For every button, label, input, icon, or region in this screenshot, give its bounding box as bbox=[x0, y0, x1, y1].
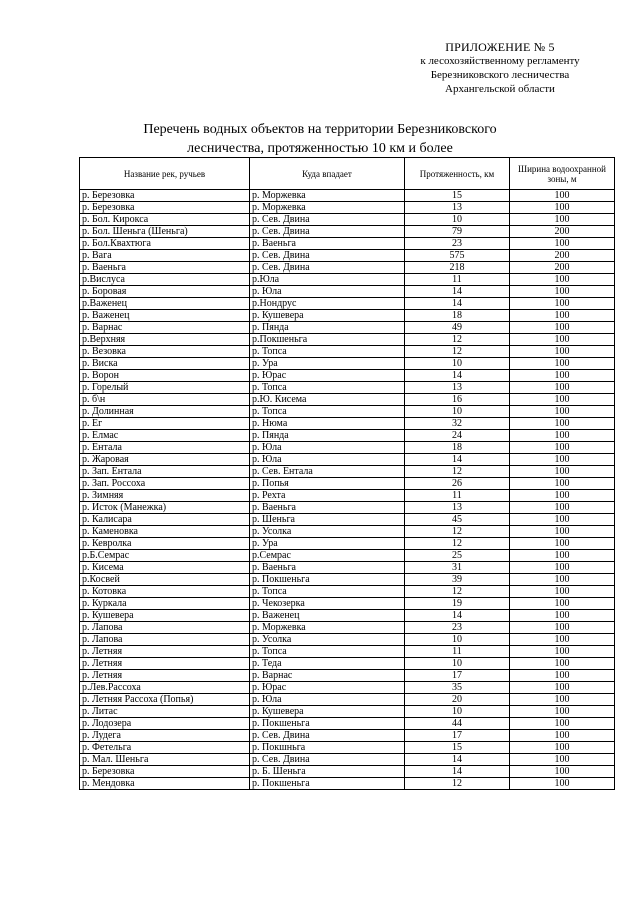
zone-width-cell: 100 bbox=[510, 610, 615, 622]
flows-into-cell: р. Юрас bbox=[250, 370, 405, 382]
river-name-cell: р. Кисема bbox=[80, 562, 250, 574]
flows-into-cell: р. Ваеньга bbox=[250, 502, 405, 514]
river-name-cell: р. Виска bbox=[80, 358, 250, 370]
flows-into-cell: р. Ура bbox=[250, 538, 405, 550]
river-name-cell: р.Верхняя bbox=[80, 334, 250, 346]
length-cell: 13 bbox=[405, 502, 510, 514]
appendix-header bbox=[360, 40, 640, 96]
length-cell: 26 bbox=[405, 478, 510, 490]
flows-into-cell: р. Топса bbox=[250, 346, 405, 358]
table-row bbox=[80, 526, 615, 538]
flows-into-cell: р. Ура bbox=[250, 358, 405, 370]
length-cell: 20 bbox=[405, 694, 510, 706]
zone-width-cell: 100 bbox=[510, 730, 615, 742]
river-name-cell: р.Лев.Рассоха bbox=[80, 682, 250, 694]
river-name-cell: р. Ваеньга bbox=[80, 262, 250, 274]
length-cell: 12 bbox=[405, 778, 510, 790]
flows-into-cell: р. Нюма bbox=[250, 418, 405, 430]
zone-width-cell: 100 bbox=[510, 634, 615, 646]
zone-width-cell: 200 bbox=[510, 226, 615, 238]
table-row bbox=[80, 370, 615, 382]
zone-width-cell: 100 bbox=[510, 694, 615, 706]
river-name-cell: р.Косвей bbox=[80, 574, 250, 586]
river-name-cell: р. Зап. Россоха bbox=[80, 478, 250, 490]
length-cell: 15 bbox=[405, 742, 510, 754]
zone-width-cell: 100 bbox=[510, 490, 615, 502]
flows-into-cell: р. Сев. Двина bbox=[250, 250, 405, 262]
flows-into-cell: р. Усолка bbox=[250, 526, 405, 538]
water-bodies-table bbox=[79, 157, 615, 790]
flows-into-cell: р.Семрас bbox=[250, 550, 405, 562]
zone-width-cell: 100 bbox=[510, 418, 615, 430]
flows-into-cell: р. Покшньга bbox=[250, 742, 405, 754]
table-row bbox=[80, 586, 615, 598]
zone-width-cell: 100 bbox=[510, 298, 615, 310]
flows-into-cell: р. Юла bbox=[250, 694, 405, 706]
length-cell: 31 bbox=[405, 562, 510, 574]
zone-width-cell: 100 bbox=[510, 646, 615, 658]
table-row bbox=[80, 706, 615, 718]
river-name-cell: р.Вислуса bbox=[80, 274, 250, 286]
length-cell: 10 bbox=[405, 358, 510, 370]
length-cell: 45 bbox=[405, 514, 510, 526]
table-row bbox=[80, 202, 615, 214]
zone-width-cell: 100 bbox=[510, 322, 615, 334]
zone-width-cell: 100 bbox=[510, 214, 615, 226]
zone-width-cell: 100 bbox=[510, 346, 615, 358]
river-name-cell: р. Ворон bbox=[80, 370, 250, 382]
river-name-cell: р. Березовка bbox=[80, 190, 250, 202]
table-row bbox=[80, 418, 615, 430]
flows-into-cell: р. Пянда bbox=[250, 430, 405, 442]
zone-width-cell: 100 bbox=[510, 334, 615, 346]
flows-into-cell: р.Юла bbox=[250, 274, 405, 286]
flows-into-cell: р. Шеньга bbox=[250, 514, 405, 526]
table-row bbox=[80, 310, 615, 322]
river-name-cell: р. Березовка bbox=[80, 766, 250, 778]
flows-into-cell: р. Моржевка bbox=[250, 190, 405, 202]
zone-width-cell: 100 bbox=[510, 562, 615, 574]
river-name-cell: р. Бол. Шеньга (Шеньга) bbox=[80, 226, 250, 238]
flows-into-cell: р. Сев. Ентала bbox=[250, 466, 405, 478]
length-cell: 25 bbox=[405, 550, 510, 562]
table-row bbox=[80, 490, 615, 502]
table-row bbox=[80, 250, 615, 262]
table-row bbox=[80, 394, 615, 406]
zone-width-cell: 100 bbox=[510, 358, 615, 370]
flows-into-cell: р. Ваеньга bbox=[250, 562, 405, 574]
flows-into-cell: р. Чекозерка bbox=[250, 598, 405, 610]
length-cell: 79 bbox=[405, 226, 510, 238]
zone-width-cell: 100 bbox=[510, 718, 615, 730]
flows-into-cell: р. Сев. Двина bbox=[250, 730, 405, 742]
table-row bbox=[80, 406, 615, 418]
document-title-line-2: лесничества, протяженностью 10 км и более bbox=[187, 141, 453, 156]
length-cell: 18 bbox=[405, 442, 510, 454]
length-cell: 12 bbox=[405, 538, 510, 550]
length-cell: 13 bbox=[405, 382, 510, 394]
zone-width-cell: 100 bbox=[510, 754, 615, 766]
zone-width-cell: 100 bbox=[510, 622, 615, 634]
table-row bbox=[80, 754, 615, 766]
flows-into-cell: р. Юла bbox=[250, 454, 405, 466]
length-cell: 11 bbox=[405, 490, 510, 502]
river-name-cell: р. Горелый bbox=[80, 382, 250, 394]
river-name-cell: р. Литас bbox=[80, 706, 250, 718]
table-row bbox=[80, 562, 615, 574]
table-row bbox=[80, 430, 615, 442]
header-length: Протяженность, км bbox=[405, 158, 510, 190]
table-row bbox=[80, 322, 615, 334]
flows-into-cell: р. Топса bbox=[250, 406, 405, 418]
zone-width-cell: 100 bbox=[510, 430, 615, 442]
flows-into-cell: р. Топса bbox=[250, 646, 405, 658]
length-cell: 14 bbox=[405, 298, 510, 310]
table-row bbox=[80, 634, 615, 646]
zone-width-cell: 100 bbox=[510, 454, 615, 466]
river-name-cell: р. Котовка bbox=[80, 586, 250, 598]
table-row bbox=[80, 622, 615, 634]
table-row bbox=[80, 358, 615, 370]
length-cell: 14 bbox=[405, 754, 510, 766]
river-name-cell: р. Варнас bbox=[80, 322, 250, 334]
zone-width-cell: 100 bbox=[510, 274, 615, 286]
length-cell: 23 bbox=[405, 238, 510, 250]
length-cell: 32 bbox=[405, 418, 510, 430]
flows-into-cell: р. Юла bbox=[250, 442, 405, 454]
length-cell: 14 bbox=[405, 766, 510, 778]
zone-width-cell: 100 bbox=[510, 406, 615, 418]
flows-into-cell: р. Б. Шеньга bbox=[250, 766, 405, 778]
zone-width-cell: 100 bbox=[510, 394, 615, 406]
table-row bbox=[80, 262, 615, 274]
length-cell: 39 bbox=[405, 574, 510, 586]
river-name-cell: р. Зимняя bbox=[80, 490, 250, 502]
flows-into-cell: р. Покшеньга bbox=[250, 778, 405, 790]
zone-width-cell: 100 bbox=[510, 682, 615, 694]
length-cell: 17 bbox=[405, 730, 510, 742]
table-row bbox=[80, 274, 615, 286]
zone-width-cell: 100 bbox=[510, 598, 615, 610]
table-row bbox=[80, 226, 615, 238]
river-name-cell: р. Долинная bbox=[80, 406, 250, 418]
flows-into-cell: р. Теда bbox=[250, 658, 405, 670]
table-row bbox=[80, 574, 615, 586]
length-cell: 17 bbox=[405, 670, 510, 682]
zone-width-cell: 100 bbox=[510, 670, 615, 682]
zone-width-cell: 100 bbox=[510, 286, 615, 298]
length-cell: 14 bbox=[405, 286, 510, 298]
zone-width-cell: 100 bbox=[510, 310, 615, 322]
river-name-cell: р. Боровая bbox=[80, 286, 250, 298]
river-name-cell: р. Лодозера bbox=[80, 718, 250, 730]
length-cell: 218 bbox=[405, 262, 510, 274]
table-row bbox=[80, 514, 615, 526]
river-name-cell: р. Исток (Манежка) bbox=[80, 502, 250, 514]
zone-width-cell: 100 bbox=[510, 550, 615, 562]
header-river-name: Название рек, ручьев bbox=[80, 158, 250, 190]
document-title bbox=[120, 120, 520, 158]
table-row bbox=[80, 742, 615, 754]
flows-into-cell: р. Рехта bbox=[250, 490, 405, 502]
table-row bbox=[80, 382, 615, 394]
table-row bbox=[80, 598, 615, 610]
flows-into-cell: р. Юрас bbox=[250, 682, 405, 694]
length-cell: 11 bbox=[405, 646, 510, 658]
flows-into-cell: р. Ваеньга bbox=[250, 238, 405, 250]
table-row bbox=[80, 466, 615, 478]
zone-width-cell: 100 bbox=[510, 574, 615, 586]
river-name-cell: р. Везовка bbox=[80, 346, 250, 358]
river-name-cell: р. Елмас bbox=[80, 430, 250, 442]
length-cell: 575 bbox=[405, 250, 510, 262]
zone-width-cell: 100 bbox=[510, 502, 615, 514]
flows-into-cell: р. Важенец bbox=[250, 610, 405, 622]
flows-into-cell: р. Моржевка bbox=[250, 202, 405, 214]
river-name-cell: р. Лудега bbox=[80, 730, 250, 742]
table-row bbox=[80, 346, 615, 358]
river-name-cell: р. Летняя Рассоха (Попья) bbox=[80, 694, 250, 706]
table-row bbox=[80, 610, 615, 622]
zone-width-cell: 100 bbox=[510, 586, 615, 598]
zone-width-cell: 100 bbox=[510, 370, 615, 382]
river-name-cell: р. Куркала bbox=[80, 598, 250, 610]
flows-into-cell: р. Сев. Двина bbox=[250, 226, 405, 238]
zone-width-cell: 100 bbox=[510, 190, 615, 202]
table-row bbox=[80, 190, 615, 202]
table-row bbox=[80, 694, 615, 706]
river-name-cell: р. Ентала bbox=[80, 442, 250, 454]
river-name-cell: р.Б.Семрас bbox=[80, 550, 250, 562]
flows-into-cell: р. Покшеньга bbox=[250, 718, 405, 730]
zone-width-cell: 100 bbox=[510, 742, 615, 754]
river-name-cell: р. Калисара bbox=[80, 514, 250, 526]
table-row bbox=[80, 778, 615, 790]
appendix-line-region: Архангельской области bbox=[445, 83, 555, 95]
river-name-cell: р. Кушевера bbox=[80, 610, 250, 622]
length-cell: 23 bbox=[405, 622, 510, 634]
river-name-cell: р. Вага bbox=[80, 250, 250, 262]
zone-width-cell: 100 bbox=[510, 514, 615, 526]
flows-into-cell: р. Попья bbox=[250, 478, 405, 490]
flows-into-cell: р. Сев. Двина bbox=[250, 214, 405, 226]
river-name-cell: р. Каменовка bbox=[80, 526, 250, 538]
table-row bbox=[80, 214, 615, 226]
river-name-cell: р. Фетельга bbox=[80, 742, 250, 754]
header-flows-into: Куда впадает bbox=[250, 158, 405, 190]
zone-width-cell: 100 bbox=[510, 442, 615, 454]
river-name-cell: р. Летняя bbox=[80, 646, 250, 658]
flows-into-cell: р. Юла bbox=[250, 286, 405, 298]
table-body bbox=[80, 190, 615, 790]
table-row bbox=[80, 538, 615, 550]
flows-into-cell: р. Варнас bbox=[250, 670, 405, 682]
flows-into-cell: р. Сев. Двина bbox=[250, 262, 405, 274]
table-row bbox=[80, 658, 615, 670]
table-row bbox=[80, 670, 615, 682]
document-title-line-1: Перечень водных объектов на территории Березниковского bbox=[143, 122, 497, 137]
zone-width-cell: 100 bbox=[510, 766, 615, 778]
length-cell: 15 bbox=[405, 190, 510, 202]
zone-width-cell: 100 bbox=[510, 466, 615, 478]
flows-into-cell: р. Кушевера bbox=[250, 310, 405, 322]
zone-width-cell: 200 bbox=[510, 262, 615, 274]
flows-into-cell: р. Моржевка bbox=[250, 622, 405, 634]
table-row bbox=[80, 238, 615, 250]
flows-into-cell: р. Усолка bbox=[250, 634, 405, 646]
river-name-cell: р. Лапова bbox=[80, 634, 250, 646]
zone-width-cell: 100 bbox=[510, 778, 615, 790]
river-name-cell: р. Мендовка bbox=[80, 778, 250, 790]
zone-width-cell: 100 bbox=[510, 526, 615, 538]
table-row bbox=[80, 718, 615, 730]
length-cell: 12 bbox=[405, 586, 510, 598]
river-name-cell: р. Бол. Кирокса bbox=[80, 214, 250, 226]
table-row bbox=[80, 550, 615, 562]
length-cell: 10 bbox=[405, 214, 510, 226]
table-row bbox=[80, 766, 615, 778]
river-name-cell: р.Важенец bbox=[80, 298, 250, 310]
zone-width-cell: 100 bbox=[510, 478, 615, 490]
header-zone-width: Ширина водоохранной зоны, м bbox=[510, 158, 615, 190]
table-row bbox=[80, 502, 615, 514]
zone-width-cell: 100 bbox=[510, 658, 615, 670]
flows-into-cell: р. Топса bbox=[250, 586, 405, 598]
river-name-cell: р. Бол.Квахтюга bbox=[80, 238, 250, 250]
length-cell: 11 bbox=[405, 274, 510, 286]
length-cell: 18 bbox=[405, 310, 510, 322]
length-cell: 10 bbox=[405, 634, 510, 646]
table-row bbox=[80, 334, 615, 346]
table-row bbox=[80, 478, 615, 490]
flows-into-cell: р. Пянда bbox=[250, 322, 405, 334]
river-name-cell: р. Лапова bbox=[80, 622, 250, 634]
river-name-cell: р. Летняя bbox=[80, 670, 250, 682]
length-cell: 12 bbox=[405, 526, 510, 538]
table-row bbox=[80, 454, 615, 466]
zone-width-cell: 100 bbox=[510, 706, 615, 718]
flows-into-cell: р.Нондрус bbox=[250, 298, 405, 310]
river-name-cell: р. Кевролка bbox=[80, 538, 250, 550]
table-row bbox=[80, 298, 615, 310]
river-name-cell: р. Жаровая bbox=[80, 454, 250, 466]
river-name-cell: р. Мал. Шеньга bbox=[80, 754, 250, 766]
flows-into-cell: р. Сев. Двина bbox=[250, 754, 405, 766]
flows-into-cell: р. Топса bbox=[250, 382, 405, 394]
table-row bbox=[80, 730, 615, 742]
river-name-cell: р. Ег bbox=[80, 418, 250, 430]
length-cell: 19 bbox=[405, 598, 510, 610]
length-cell: 10 bbox=[405, 658, 510, 670]
length-cell: 14 bbox=[405, 610, 510, 622]
river-name-cell: р. Летняя bbox=[80, 658, 250, 670]
length-cell: 12 bbox=[405, 466, 510, 478]
table-header-row bbox=[80, 158, 615, 190]
length-cell: 14 bbox=[405, 454, 510, 466]
appendix-line-regulation: к лесохозяйственному регламенту bbox=[420, 55, 580, 67]
length-cell: 10 bbox=[405, 706, 510, 718]
length-cell: 12 bbox=[405, 346, 510, 358]
appendix-line-forestry: Березниковского лесничества bbox=[430, 69, 570, 81]
flows-into-cell: р. Кушевера bbox=[250, 706, 405, 718]
zone-width-cell: 100 bbox=[510, 382, 615, 394]
flows-into-cell: р. Покшеньга bbox=[250, 574, 405, 586]
length-cell: 24 bbox=[405, 430, 510, 442]
table-row bbox=[80, 286, 615, 298]
river-name-cell: р. б\н bbox=[80, 394, 250, 406]
zone-width-cell: 200 bbox=[510, 250, 615, 262]
river-name-cell: р. Березовка bbox=[80, 202, 250, 214]
river-name-cell: р. Зап. Ентала bbox=[80, 466, 250, 478]
flows-into-cell: р.Ю. Кисема bbox=[250, 394, 405, 406]
zone-width-cell: 100 bbox=[510, 238, 615, 250]
table-row bbox=[80, 442, 615, 454]
appendix-title: ПРИЛОЖЕНИЕ № 5 bbox=[445, 40, 555, 54]
zone-width-cell: 100 bbox=[510, 202, 615, 214]
length-cell: 44 bbox=[405, 718, 510, 730]
length-cell: 49 bbox=[405, 322, 510, 334]
length-cell: 10 bbox=[405, 406, 510, 418]
flows-into-cell: р.Покшеньга bbox=[250, 334, 405, 346]
table-row bbox=[80, 646, 615, 658]
length-cell: 14 bbox=[405, 370, 510, 382]
zone-width-cell: 100 bbox=[510, 538, 615, 550]
river-name-cell: р. Важенец bbox=[80, 310, 250, 322]
length-cell: 13 bbox=[405, 202, 510, 214]
length-cell: 16 bbox=[405, 394, 510, 406]
table-row bbox=[80, 682, 615, 694]
length-cell: 35 bbox=[405, 682, 510, 694]
length-cell: 12 bbox=[405, 334, 510, 346]
